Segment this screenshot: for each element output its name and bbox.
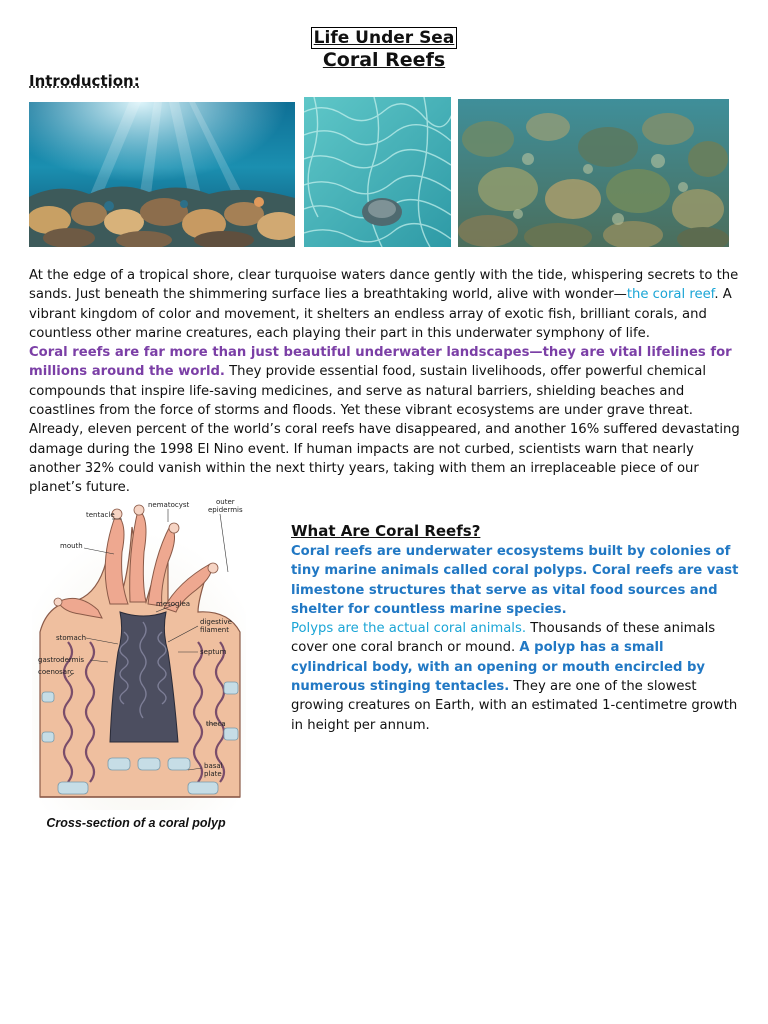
label-digestive: digestive — [200, 618, 232, 626]
coral-reef-highlight: the coral reef — [626, 287, 715, 303]
intro-p2-rest: They provide essential food, sustain livelihoods, offer powerful chemical compounds that inspire life-saving medicines, and serve as natural barriers, shielding beaches and coastlines from the force of storms and floods. Yet these vibrant ecosystems are under grave threat. Already, eleven percent of the world’s coral reefs have disappeared, and another 16% suffered devastating damage during the 1998 El Nino event. If human impacts are not curbed, scientists warn that nearly another 32% could vanish within the next thirty years, taking with them an irreplaceable piece of our planet’s future. — [29, 364, 740, 496]
label-theca: theca — [206, 720, 226, 728]
intro-paragraph-1 — [29, 266, 741, 343]
what-are-coral-reefs-heading: What Are Coral Reefs? — [291, 522, 481, 540]
definition-highlight: Coral reefs are underwater ecosystems built by colonies of tiny marine animals called coral polyps. Coral reefs are vast limestone structures that serve as vital food sources and shelter for countless marine species. — [291, 544, 739, 617]
reef-photo-coral-field — [458, 99, 729, 247]
label-gastrodermis: gastrodermis — [38, 656, 85, 664]
intro-paragraph-2 — [29, 343, 741, 497]
label-nematocyst: nematocyst — [148, 501, 190, 509]
document-title: Life Under Sea — [311, 27, 458, 49]
polyp-body-highlight: A polyp has a small cylindrical body, with an opening or mouth encircled by numerous stinging tentacles. — [291, 640, 706, 695]
label-filament: filament — [200, 626, 229, 634]
label-septum: septum — [200, 648, 227, 656]
label-basal: basal — [204, 762, 223, 770]
label-tentacle: tentacle — [86, 511, 115, 519]
document-subtitle: Coral Reefs — [322, 49, 446, 71]
coral-polyp-diagram — [28, 492, 250, 812]
label-stomach: stomach — [56, 634, 87, 642]
label-coenosarc: coenosarc — [38, 668, 74, 676]
label-epidermis: epidermis — [208, 506, 243, 514]
what-sentence-5: They are one of the slowest growing creatures on Earth, with an estimated 1-centimetre growth in height per annum. — [291, 679, 738, 733]
what-sentence-3: Thousands of these animals cover one coral branch or mound. — [291, 621, 716, 656]
diagram-caption: Cross-section of a coral polyp — [46, 816, 226, 830]
what-paragraph — [291, 542, 741, 735]
lifelines-highlight: Coral reefs are far more than just beautiful underwater landscapes—they are vital lifelines for millions around the world. — [29, 345, 732, 380]
reef-photo-sunlit — [29, 102, 295, 247]
label-plate: plate — [204, 770, 222, 778]
label-mouth: mouth — [60, 542, 83, 550]
reef-photo-shallow — [304, 97, 451, 247]
label-outer: outer — [216, 498, 235, 506]
what-are-coral-reefs-section — [291, 520, 741, 735]
label-mesoglea: mesoglea — [156, 600, 191, 608]
introduction-heading: Introduction: — [29, 72, 140, 90]
introduction-text — [29, 266, 741, 498]
intro-p1-part-b: . A vibrant kingdom of color and movement, it shelters an endless array of exotic fish, brilliant corals, and countless other marine creatures, each playing their part in this underwater symphony of life. — [29, 287, 732, 341]
polyps-highlight: Polyps are the actual coral animals. — [291, 621, 527, 637]
page-title — [0, 27, 768, 49]
intro-p1-part-a: At the edge of a tropical shore, clear turquoise waters dance gently with the tide, whispering secrets to the sands. Just beneath the shimmering surface lies a breathtaking world, alive with wonder— — [29, 268, 739, 303]
